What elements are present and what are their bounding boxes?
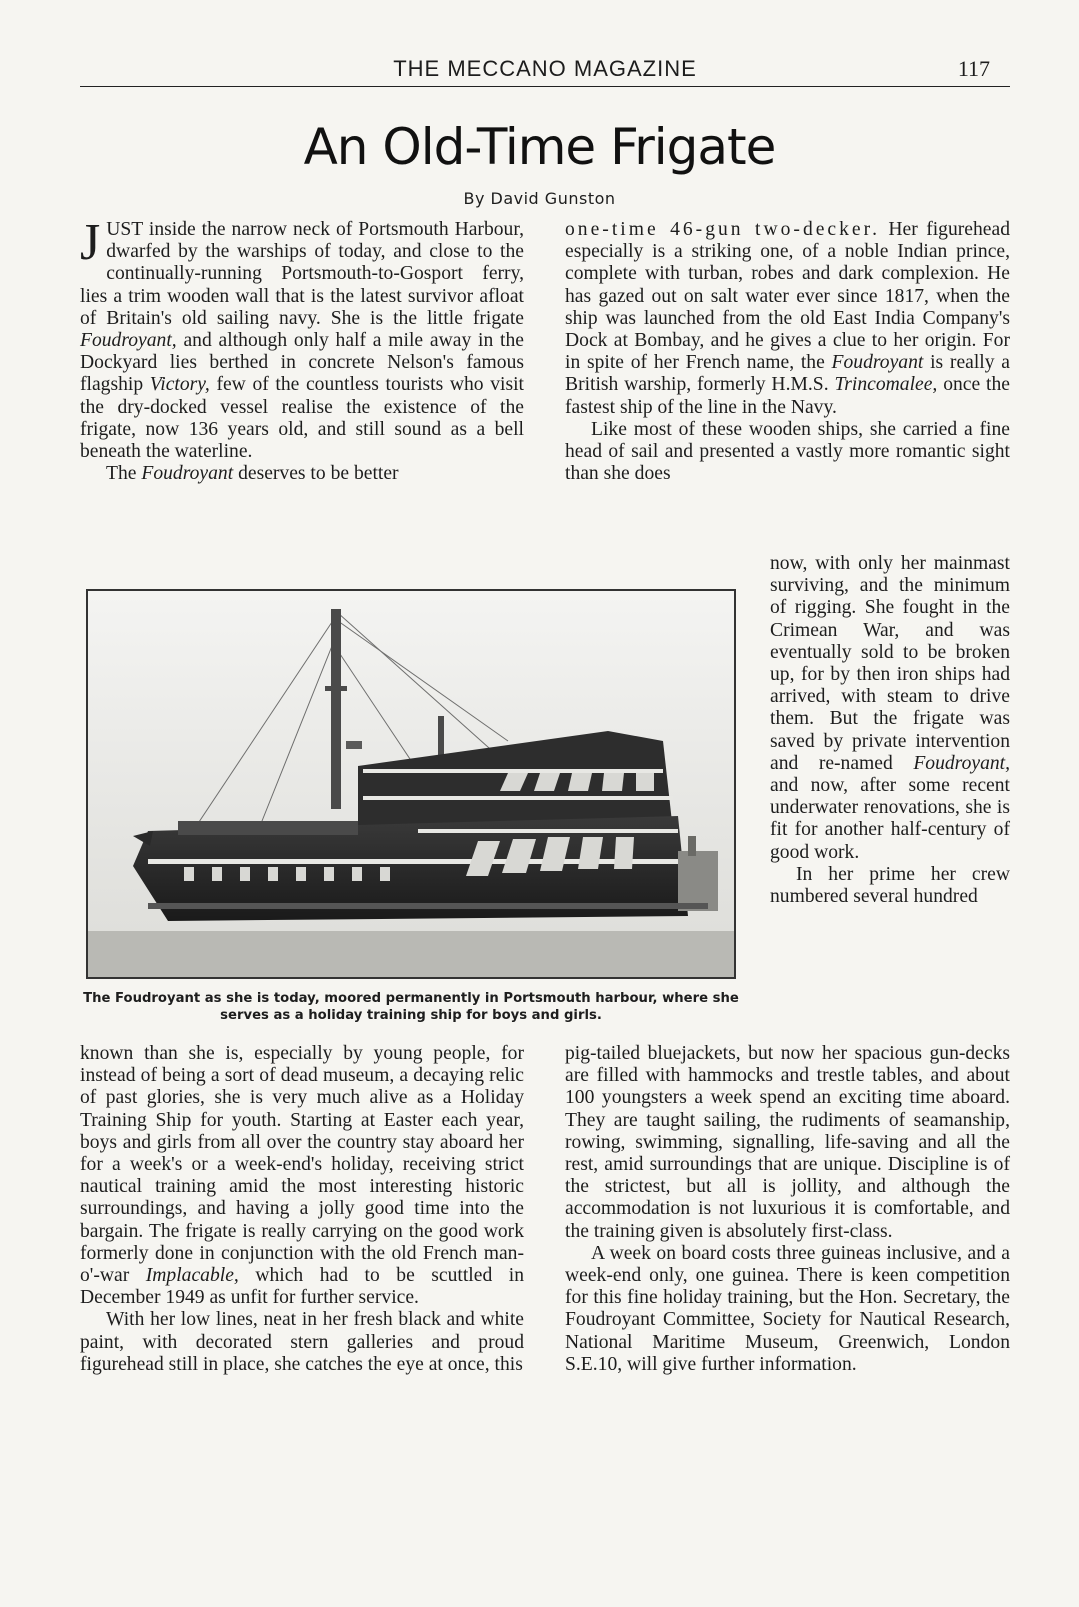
column-left-bottom <box>80 1043 524 1376</box>
text-run: known than she is, especially by young people, for instead of being a sort of dead museum, a decaying relic of past glories, she is very much alive as a Holiday Training Ship for youth. Starting at Easter each year, boys and girls from all over the country stay aboard her for a week's or a week-end's holiday, receiving strict nautical training amid the most interesting historic surroundings, and having a jolly good time into the bargain. The frigate is really carrying on the good work formerly done in conjunction with the old French man-o'-war <box>80 1043 524 1287</box>
ship-name: Foudroyant, <box>80 330 177 352</box>
text-run: Her figurehead especially is a striking one, of a noble Indian prince, complete with turban, robes and dark complexion. He has gazed out on salt water ever since 1817, when the ship was launched from the old East India Company's Dock at Bombay, and he gives a clue to her origin. For in spite of her French name, the <box>565 219 1010 374</box>
column-right-wrap <box>770 553 1010 908</box>
ship-name: Trincomalee, <box>834 374 938 396</box>
text-run: The <box>106 463 142 485</box>
ship-name: Foudroyant <box>831 352 924 374</box>
ship-name: Foudroyant <box>141 463 234 485</box>
column-right-top <box>565 219 1010 485</box>
paragraph: pig-tailed bluejackets, but now her spacious gun-decks are filled with hammocks and trestle tables, and about 100 youngsters a week spend an exciting time aboard. They are taught sailing, the rudiments of seamanship, rowing, swimming, signalling, life-saving and all the rest, amid surroundings that are unique. Discipline is of the strictest, but all is jollity, and although the accommodation is not luxurious it is comfortable, and the training given is absolutely first-class. <box>565 1043 1010 1242</box>
text-run: once the fastest ship of the line in the Navy. <box>565 374 1010 418</box>
frigate-illustration <box>88 591 734 977</box>
paragraph <box>565 219 1010 419</box>
text-run: now, with only her mainmast surviving, and the minimum of rigging. She fought in the Crimean War, and was eventually sold to be broken up, for by then iron ships had arrived, with steam to drive them. But the frigate was saved by private intervention and re-named <box>770 553 1010 774</box>
text-run: which had to be scuttled in December 1949 as unfit for further service. <box>80 1265 525 1309</box>
ship-name: Victory, <box>149 374 210 396</box>
frigate-photo <box>86 589 736 979</box>
text-run: and although only half a mile away in the Dockyard lies berthed in concrete Nelson's famous flagship <box>80 330 524 396</box>
text-run: deserves to be better <box>233 463 399 485</box>
paragraph <box>770 553 1010 864</box>
text-run: and now, after some recent underwater renovations, she is fit for another half-century of good work. <box>770 775 1010 863</box>
text-run: UST inside the narrow neck of Portsmouth Harbour, dwarfed by the warships of today, and close to the continually-running Portsmouth-to-Gosport ferry, lies a trim wooden wall that is the latest survivor afloat of Britain's old sailing navy. She is the little frigate <box>80 219 524 329</box>
running-header <box>80 56 1010 87</box>
paragraph <box>80 1043 524 1309</box>
paragraph: A week on board costs three guineas inclusive, and a week-end only, one guinea. There is keen competition for this fine holiday training, but the Hon. Secretary, the Foudroyant Committee, Society for Nautical Research, National Maritime Museum, Greenwich, London S.E.10, will give further information. <box>565 1242 1010 1375</box>
drop-cap: J <box>80 214 101 271</box>
ship-name: Implacable, <box>145 1265 239 1287</box>
column-right-bottom <box>565 1043 1010 1376</box>
article-title: An Old-Time Frigate <box>303 118 776 176</box>
text-run: few of the countless tourists who visit the dry-docked vessel realise the existence of the frigate, now 136 years old, and still sound as a bell beneath the waterline. <box>80 374 524 463</box>
article-byline: By David Gunston <box>463 189 616 208</box>
photo-caption: The Foudroyant as she is today, moored permanently in Portsmouth harbour, where she serves as a holiday training ship for boys and girls. <box>83 991 739 1023</box>
column-left-top <box>80 214 524 485</box>
paragraph <box>80 463 524 485</box>
text-run: one-time 46-gun two-decker. <box>565 219 880 240</box>
text-run: is really a British warship, formerly H.M.S. <box>565 352 1010 396</box>
ship-name: Foudroyant, <box>913 752 1010 774</box>
paragraph: With her low lines, neat in her fresh black and white paint, with decorated stern galleries and proud figurehead still in place, she catches the eye at once, this <box>80 1309 524 1375</box>
paragraph: In her prime her crew numbered several hundred <box>770 863 1010 908</box>
paragraph: Like most of these wooden ships, she carried a fine head of sail and presented a vastly more romantic sight than she does <box>565 418 1010 485</box>
magazine-title: THE MECCANO MAGAZINE <box>393 56 697 81</box>
paragraph <box>80 214 524 463</box>
page-number: 117 <box>957 56 990 81</box>
